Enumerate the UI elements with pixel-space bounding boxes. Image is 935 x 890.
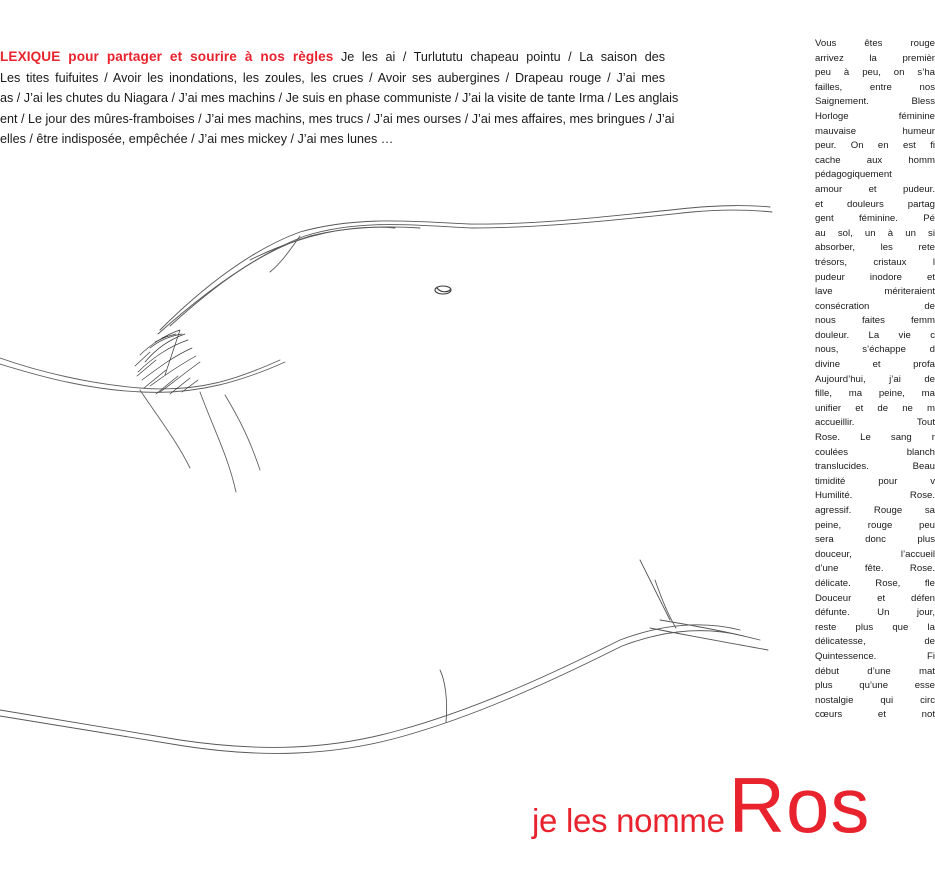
column-line: douleur. La vie c <box>815 329 935 341</box>
headline-word: Ros <box>728 761 871 849</box>
column-line: peur. On en est fi <box>815 140 935 152</box>
column-line: sera donc plus <box>815 534 935 546</box>
lexique-paragraph <box>0 47 679 150</box>
column-line: début d’une mat <box>815 665 935 677</box>
column-line: consécration de <box>815 300 935 312</box>
column-line: et douleurs partag <box>815 198 935 210</box>
text-column <box>815 37 935 723</box>
column-line: mauvaise humeur <box>815 125 935 137</box>
pubic-hatching <box>135 330 200 394</box>
column-line: coulées blanch <box>815 446 935 458</box>
column-line: Horloge féminine <box>815 110 935 122</box>
headline-prefix: je les nomme <box>532 802 725 839</box>
column-line: délicatesse, de <box>815 636 935 648</box>
column-line: pudeur inodore et <box>815 271 935 283</box>
column-line: translucides. Beau <box>815 461 935 473</box>
column-line: plus qu’une esse <box>815 680 935 692</box>
leg-contour <box>0 358 285 492</box>
column-line: absorber, les rete <box>815 242 935 254</box>
column-line: cœurs et not <box>815 709 935 721</box>
column-line: au sol, un à un si <box>815 227 935 239</box>
column-line: Aujourd’hui, j’ai de <box>815 373 935 385</box>
column-line: failles, entre nos <box>815 81 935 93</box>
lexique-line-5: elles / être indisposée, empêchée / J’ai mes mickey / J’ai mes lunes … <box>0 132 394 146</box>
column-line: peu à peu, on s’ha <box>815 67 935 79</box>
column-line: pédagogiquement <box>815 169 892 181</box>
lexique-title: LEXIQUE pour partager et sourire à nos règles <box>0 49 334 64</box>
column-line: gent féminine. Pé <box>815 213 935 225</box>
column-line: nostalgie qui circ <box>815 694 935 706</box>
lexique-line-1-text: Je les ai / Turlututu chapeau pointu / La saison des <box>333 50 665 64</box>
lexique-line-4: ent / Le jour des mûres-framboises / J’ai mes machins, mes trucs / J’ai mes ourses / J’ai mes affaires, mes bringues / J’ai <box>0 111 675 126</box>
column-line: Rose. Le sang r <box>815 432 935 444</box>
hip-contour <box>158 206 772 334</box>
navel <box>435 286 451 294</box>
column-line: défunte. Un jour, <box>815 607 935 619</box>
headline <box>532 760 870 870</box>
column-line: Humilité. Rose. <box>815 490 935 502</box>
lower-contour <box>0 560 768 753</box>
lexique-line-3: as / J’ai les chutes du Niagara / J’ai mes machins / Je suis en phase communiste / J’ai la visite de tante Irma / Les anglais <box>0 91 679 105</box>
column-line: reste plus que la <box>815 621 935 633</box>
column-line: peine, rouge peu <box>815 519 935 531</box>
column-line: divine et profa <box>815 359 935 371</box>
column-line: d’une fête. Rose. <box>815 563 935 575</box>
lexique-line-2: Les tites fuifuites / Avoir les inondations, les zoules, les crues / Avoir ses aubergines / Drapeau rouge / J’ai mes <box>0 70 665 85</box>
column-line: arrivez la premièr <box>815 52 935 64</box>
column-line: timidité pour v <box>815 475 935 487</box>
column-line: fille, ma peine, ma <box>815 388 935 400</box>
column-line: délicate. Rose, fle <box>815 577 935 589</box>
column-line: Saignement. Bless <box>815 96 935 108</box>
column-line: trésors, cristaux l <box>815 256 935 268</box>
column-line: Quintessence. Fi <box>815 650 935 662</box>
column-line: accueillir. Tout <box>815 417 935 429</box>
column-line: nous, s’échappe d <box>815 344 935 356</box>
column-line: douceur, l’accueil <box>815 548 935 560</box>
column-line: Vous êtes rouge <box>815 38 935 49</box>
lexique-line-1 <box>0 47 665 68</box>
column-line: lave mériteraient <box>815 286 935 298</box>
column-line: amour et pudeur. <box>815 183 935 195</box>
pencil-drawing-body <box>0 170 790 790</box>
column-line: unifier et de ne m <box>815 402 935 414</box>
column-line: agressif. Rouge sa <box>815 505 935 516</box>
column-line: Douceur et défen <box>815 592 935 604</box>
column-line: nous faites femm <box>815 315 935 327</box>
column-line: cache aux homm <box>815 154 935 166</box>
